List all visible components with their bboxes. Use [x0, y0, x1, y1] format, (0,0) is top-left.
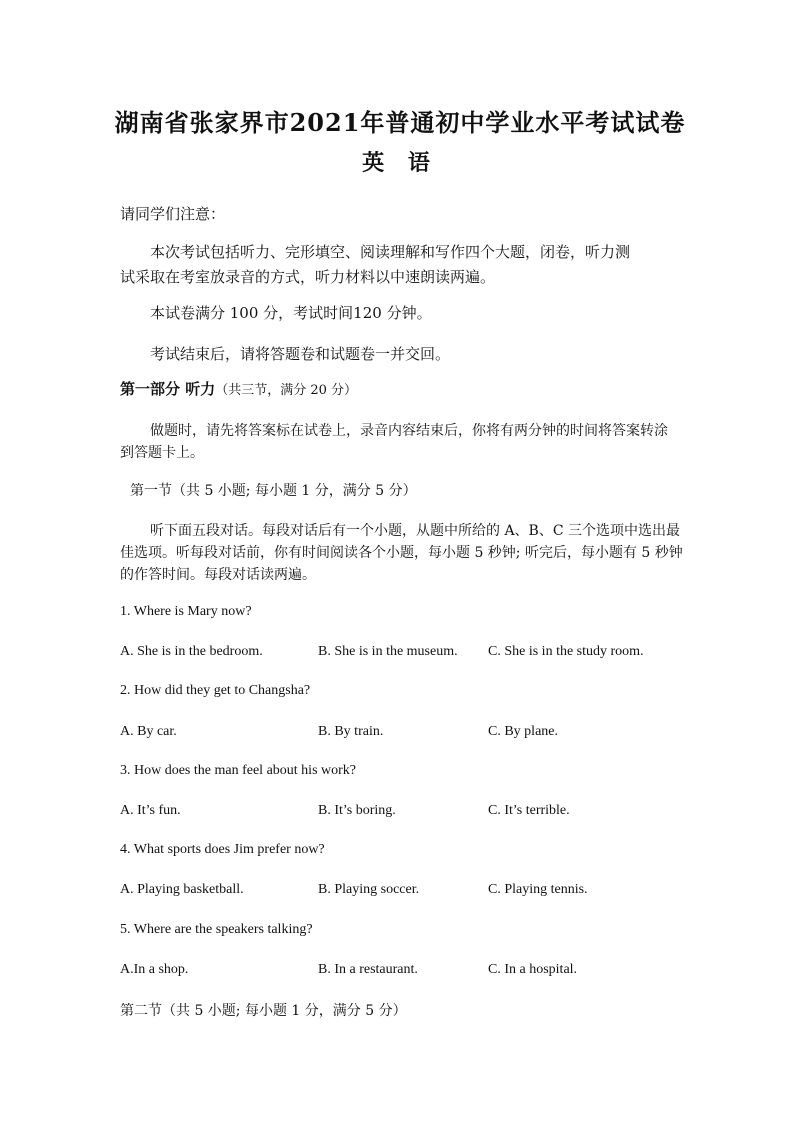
section1-instruction-1: 听下面五段对话。每段对话后有一个小题，从题中所给的 A、B、C 三个选项中选出最: [150, 523, 681, 539]
q4-option-b: B. Playing soccer.: [318, 882, 420, 897]
section1-instruction-2: 佳选项。听每段对话前，你有时间阅读各个小题，每小题 5 秒钟; 听完后，每小题有 5 秒钟: [120, 545, 683, 561]
q3-option-b: B. It’s boring.: [318, 803, 396, 818]
question-4: 4. What sports does Jim prefer now?: [120, 842, 325, 857]
notice-heading: 请同学们注意：: [120, 205, 226, 223]
q2-option-b: B. By train.: [318, 724, 384, 739]
question-2: 2. How did they get to Changsha?: [120, 683, 311, 698]
notice-line-2: 试采取在考室放录音的方式，听力材料以中速朗读两遍。: [120, 268, 496, 286]
q4-option-a: A. Playing basketball.: [120, 882, 244, 897]
notice-line-4: 考试结束后，请将答题卷和试题卷一并交回。: [150, 345, 451, 363]
section1-instruction-3: 的作答时间。每段对话读两遍。: [120, 567, 316, 583]
notice-line-3: 本试卷满分 100 分，考试时间120 分钟。: [150, 304, 432, 322]
part1-instruction-1: 做题时，请先将答案标在试卷上，录音内容结束后，你将有两分钟的时间将答案转涂: [150, 423, 668, 439]
part1-note: （共三节，满分 20 分）: [215, 383, 358, 398]
subject-title: 英 语: [362, 150, 438, 176]
q5-option-a: A.In a shop.: [120, 962, 189, 977]
q1-option-a: A. She is in the bedroom.: [120, 644, 263, 659]
section2-heading: 第二节（共 5 小题; 每小题 1 分，满分 5 分）: [120, 1003, 407, 1019]
question-1: 1. Where is Mary now?: [120, 604, 252, 619]
q3-option-c: C. It’s terrible.: [488, 803, 570, 818]
q1-option-b: B. She is in the museum.: [318, 644, 458, 659]
part1-instruction-2: 到答题卡上。: [120, 445, 204, 461]
part1-heading-line: [120, 378, 357, 399]
question-3: 3. How does the man feel about his work?: [120, 763, 356, 778]
part1-heading: 第一部分 听力: [120, 380, 216, 398]
question-5: 5. Where are the speakers talking?: [120, 922, 313, 937]
q5-option-b: B. In a restaurant.: [318, 962, 418, 977]
q1-option-c: C. She is in the study room.: [488, 644, 644, 659]
q2-option-c: C. By plane.: [488, 724, 558, 739]
notice-line-1: 本次考试包括听力、完形填空、阅读理解和写作四个大题，闭卷，听力测: [150, 243, 631, 261]
section1-heading: 第一节（共 5 小题; 每小题 1 分，满分 5 分）: [130, 483, 417, 499]
q5-option-c: C. In a hospital.: [488, 962, 578, 977]
q3-option-a: A. It’s fun.: [120, 803, 181, 818]
exam-title: 湖南省张家界市2021年普通初中学业水平考试试卷: [114, 108, 686, 137]
q4-option-c: C. Playing tennis.: [488, 882, 588, 897]
q2-option-a: A. By car.: [120, 724, 177, 739]
